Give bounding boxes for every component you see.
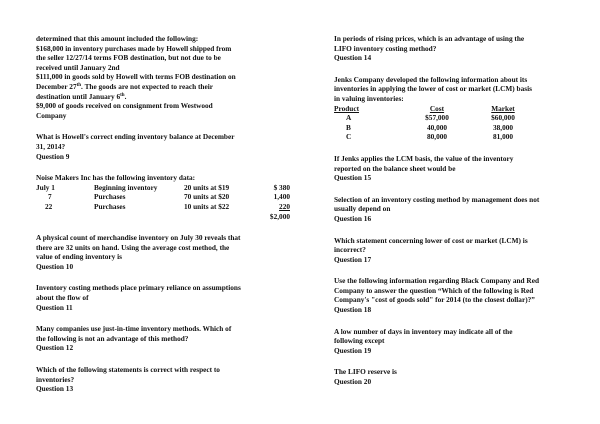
question-text: If Jenks applies the LCM basis, the value of the inventory [334, 153, 514, 163]
text-line: $168,000 in inventory purchases made by Howell shipped from [36, 43, 232, 53]
table-cell [94, 212, 184, 222]
table-cell: C [346, 132, 352, 142]
text-line: received until January 2nd [36, 62, 120, 72]
howell-details [36, 34, 298, 120]
text-fragment: . [124, 91, 127, 101]
table-cell: Beginning inventory [94, 182, 158, 192]
question-text: A low number of days in inventory may indicate all of the [334, 326, 513, 336]
question-label: Question 19 [334, 345, 372, 355]
question-label: Question 16 [334, 213, 372, 223]
question-text: What is Howell's correct ending inventory balance at December [36, 132, 235, 142]
noise-makers-data [36, 173, 298, 221]
ordinal-suffix: th [120, 92, 125, 98]
table-intro: Noise Makers Inc has the following inventory data: [36, 173, 196, 183]
question-text: LIFO inventory costing method? [334, 43, 437, 53]
question-label: Question 14 [334, 53, 372, 63]
text-line: Jenks Company developed the following information about its [334, 74, 528, 84]
table-header: Market [491, 103, 515, 113]
question-label: Question 15 [334, 173, 372, 183]
table-cell: $2,000 [269, 211, 290, 221]
table-row [36, 202, 290, 212]
question-text: The LIFO reserve is [334, 367, 397, 377]
table-header: Cost [429, 103, 445, 113]
question-text: following except [334, 336, 385, 346]
text-line: in valuing inventories: [334, 93, 404, 103]
table-row [36, 183, 290, 193]
table-cell: 40,000 [426, 122, 448, 132]
table-cell [184, 212, 254, 222]
text-fragment: destination until January 6 [36, 91, 121, 101]
lcm-table [334, 104, 538, 142]
question-label: Question 18 [334, 305, 372, 315]
question-text: value of ending inventory is [36, 252, 122, 262]
question-10 [36, 233, 298, 271]
text-fragment: . The goods are not expected to reach their [81, 81, 213, 91]
table-cell: 80,000 [426, 132, 448, 142]
table-cell: B [346, 122, 351, 132]
table-cell: 38,000 [492, 122, 514, 132]
question-12 [36, 324, 298, 353]
text-line [36, 82, 298, 92]
table-cell: July 1 [36, 182, 55, 192]
question-text: the following is not an advantage of this method? [36, 333, 189, 343]
ordinal-suffix: th [76, 82, 82, 88]
text-line: inventories in applying the lower of cost or market (LCM) basis [334, 84, 532, 94]
question-20 [334, 367, 570, 386]
question-text: about the flow of [36, 293, 89, 303]
question-text: A physical count of merchandise inventory on July 30 reveals that [36, 233, 241, 243]
inventory-table [36, 183, 290, 221]
text-line: determined that this amount included the following: [36, 34, 199, 43]
question-label: Question 10 [36, 261, 74, 271]
question-9 [36, 132, 298, 161]
table-cell: 20 units at $19 [184, 182, 230, 192]
table-cell: 220 [279, 201, 290, 211]
table-cell [36, 212, 94, 222]
question-15 [334, 154, 570, 183]
question-label: Question 17 [334, 254, 372, 264]
question-text: Which statement concerning lower of cost or market (LCM) is [334, 235, 528, 245]
question-text: Which of the following statements is correct with respect to [36, 365, 220, 375]
question-text: Company to answer the question “Which of the following is Red [334, 285, 534, 295]
question-text: Company's "cost of goods sold" for 2014 (to the closest dollar)?” [334, 295, 535, 305]
table-cell: 7 [48, 192, 52, 202]
table-row [36, 192, 290, 202]
left-column [36, 34, 298, 406]
table-cell: $ 380 [273, 182, 290, 192]
question-17 [334, 236, 570, 265]
question-label: Question 9 [36, 151, 70, 161]
text-fragment: December 27 [36, 81, 77, 91]
question-11 [36, 283, 298, 312]
question-text: Inventory costing methods place primary reliance on assumptions [36, 283, 241, 293]
question-text: In periods of rising prices, which is an advantage of using the [334, 34, 525, 43]
table-cell: $57,000 [425, 113, 449, 123]
table-cell: 70 units at $20 [184, 192, 230, 202]
question-text: usually depend on [334, 204, 391, 214]
question-text: incorrect? [334, 245, 366, 255]
table-cell: Purchases [94, 192, 126, 202]
question-label: Question 12 [36, 343, 74, 353]
text-line: Company [36, 110, 67, 120]
table-cell: 81,000 [492, 132, 514, 142]
right-column [334, 34, 570, 399]
text-line: the seller 12/27/14 terms FOB destination, but not due to be [36, 53, 221, 63]
question-16 [334, 195, 570, 224]
question-19 [334, 327, 570, 356]
question-text: reported on the balance sheet would be [334, 163, 456, 173]
jenks-data [334, 75, 570, 142]
text-line [36, 92, 298, 102]
question-label: Question 13 [36, 384, 74, 394]
table-cell: 10 units at $22 [184, 201, 230, 211]
table-row [334, 123, 538, 133]
text-line: $9,000 of goods received on consignment from Westwood [36, 101, 213, 111]
question-text: Selection of an inventory costing method by management does not [334, 194, 540, 204]
question-text: 31, 2014? [36, 141, 66, 151]
text-line: $111,000 in goods sold by Howell with terms FOB destination on [36, 72, 236, 82]
question-18 [334, 276, 570, 314]
question-text: Many companies use just-in-time inventory methods. Which of [36, 324, 232, 334]
question-13 [36, 365, 298, 394]
table-cell: $60,000 [491, 113, 515, 123]
table-header-row [334, 104, 538, 114]
table-header: Product [334, 103, 359, 113]
question-label: Question 20 [334, 377, 372, 387]
question-14 [334, 34, 570, 63]
table-cell: A [346, 113, 352, 123]
question-text: there are 32 units on hand. Using the average cost method, the [36, 242, 230, 252]
table-row [36, 212, 290, 222]
table-row [334, 132, 538, 142]
question-label: Question 11 [36, 302, 73, 312]
table-cell: 1,400 [273, 192, 290, 202]
table-row [334, 113, 538, 123]
table-cell: 22 [45, 201, 53, 211]
question-text: inventories? [36, 374, 75, 384]
question-text: Use the following information regarding Black Company and Red [334, 276, 540, 286]
table-cell: Purchases [94, 201, 126, 211]
